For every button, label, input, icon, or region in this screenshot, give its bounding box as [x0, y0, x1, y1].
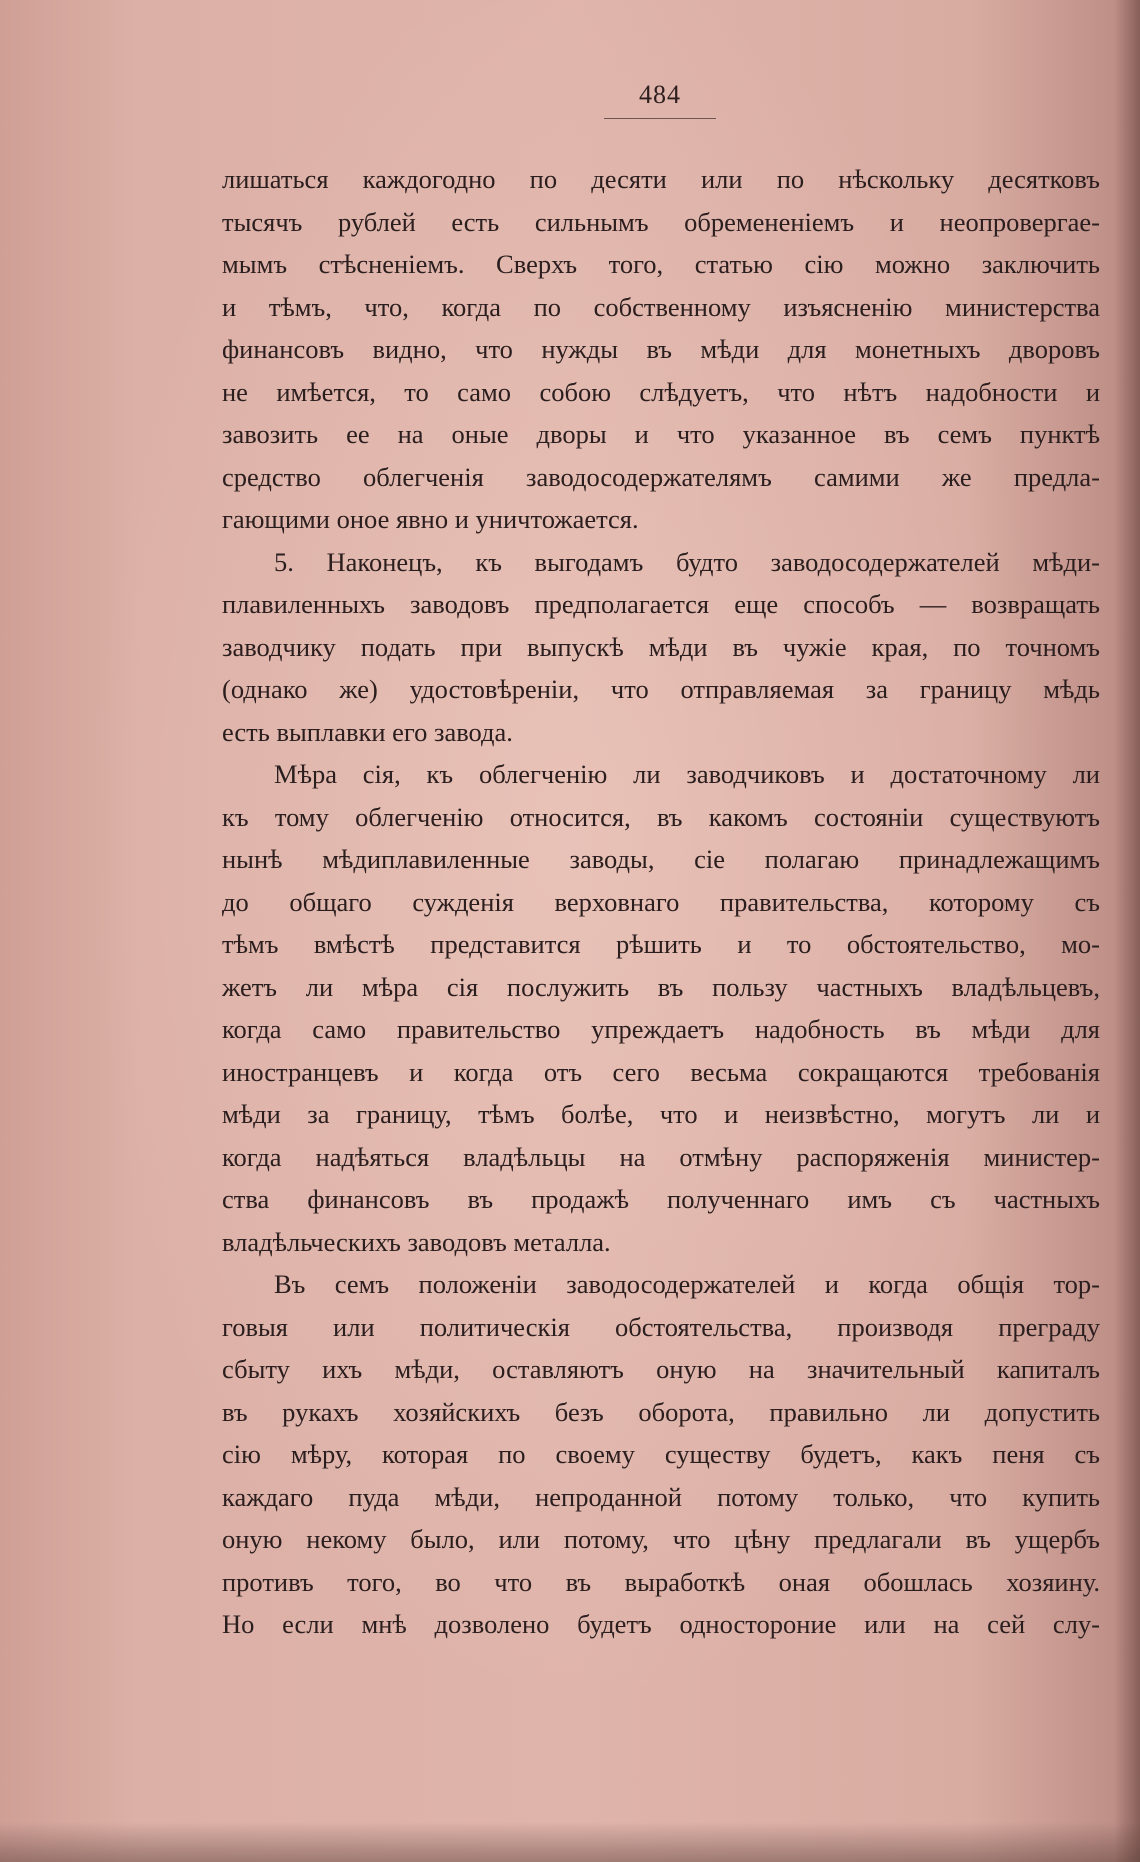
text-line: жетъ ли мѣра сія послужить въ пользу частныхъ владѣльцевъ,	[222, 971, 1100, 1002]
text-line: противъ того, во что въ выработкѣ оная обошлась хозяину.	[222, 1566, 1100, 1597]
text-line: сбыту ихъ мѣди, оставляютъ оную на значительный капиталъ	[222, 1354, 1100, 1384]
text-line: въ рукахъ хозяйскихъ безъ оборота, правильно ли допустить	[222, 1396, 1100, 1427]
text-line: каждаго пуда мѣди, непроданной потому только, что купить	[222, 1481, 1100, 1512]
text-line: заводчику подать при выпускѣ мѣди въ чужіе края, по точномъ	[222, 631, 1100, 662]
page-edge-shadow-bottom	[0, 1822, 1140, 1862]
text-line: завозить ее на оные дворы и что указанное въ семъ пунктѣ	[222, 419, 1100, 449]
text-line: (однако же) удостовѣреніи, что отправляемая за границу мѣдь	[222, 674, 1100, 704]
text-line: гающими оное явно и уничтожается.	[222, 504, 639, 534]
text-line: иностранцевъ и когда отъ сего весьма сокращаются требованія	[222, 1056, 1100, 1087]
text-line: мымъ стѣсненіемъ. Сверхъ того, статью сію можно заключить	[222, 249, 1100, 279]
text-line: ства финансовъ въ продажѣ полученнаго имъ съ частныхъ	[222, 1184, 1100, 1214]
text-line: лишаться каждогодно по десяти или по нѣскольку десятковъ	[222, 164, 1100, 194]
text-line: сію мѣру, которая по своему существу будетъ, какъ пеня съ	[222, 1439, 1100, 1469]
text-line: Но если мнѣ дозволено будетъ одностороние или на сей слу-	[222, 1609, 1100, 1639]
text-line: говыя или политическія обстоятельства, производя преграду	[222, 1311, 1100, 1342]
text-line: есть выплавки его завода.	[222, 716, 513, 747]
body-text	[222, 158, 1100, 1646]
page-number-underline	[604, 118, 716, 119]
text-line: финансовъ видно, что нужды въ мѣди для монетныхъ дворовъ	[222, 334, 1100, 364]
text-line: когда само правительство упреждаетъ надобность въ мѣди для	[222, 1014, 1100, 1044]
text-line: когда надѣяться владѣльцы на отмѣну распоряженія министер-	[222, 1141, 1100, 1172]
page-edge-shadow-right	[1114, 0, 1140, 1862]
text-line: мѣди за границу, тѣмъ болѣе, что и неизвѣстно, могутъ ли и	[222, 1099, 1100, 1129]
text-line: до общаго сужденія верховнаго правительства, которому съ	[222, 886, 1100, 917]
text-line: Мѣра сія, къ облегченію ли заводчиковъ и достаточному ли	[274, 759, 1100, 789]
text-line: плавиленныхъ заводовъ предполагается еще способъ — возвращать	[222, 589, 1100, 619]
text-line: нынѣ мѣдиплавиленные заводы, сіе полагаю принадлежащимъ	[222, 844, 1100, 874]
text-line: оную некому было, или потому, что цѣну предлагали въ ущербъ	[222, 1524, 1100, 1554]
text-line: тысячъ рублей есть сильнымъ обремененіемъ и неопровергае-	[222, 206, 1100, 237]
text-line: владѣльческихъ заводовъ металла.	[222, 1226, 611, 1257]
text-line: Въ семъ положеніи заводосодержателей и когда общія тор-	[274, 1269, 1100, 1299]
text-line: средство облегченія заводосодержателямъ самими же предла-	[222, 461, 1100, 492]
text-line: къ тому облегченію относится, въ какомъ состояніи существуютъ	[222, 801, 1100, 832]
text-line: 5. Наконецъ, къ выгодамъ будто заводосодержателей мѣди-	[274, 546, 1100, 577]
text-line: и тѣмъ, что, когда по собственному изъясненію министерства	[222, 291, 1100, 322]
text-line: тѣмъ вмѣстѣ представится рѣшить и то обстоятельство, мо-	[222, 929, 1100, 959]
text-line: не имѣется, то само собою слѣдуетъ, что нѣтъ надобности и	[222, 376, 1100, 407]
page-number: 484	[639, 80, 681, 109]
